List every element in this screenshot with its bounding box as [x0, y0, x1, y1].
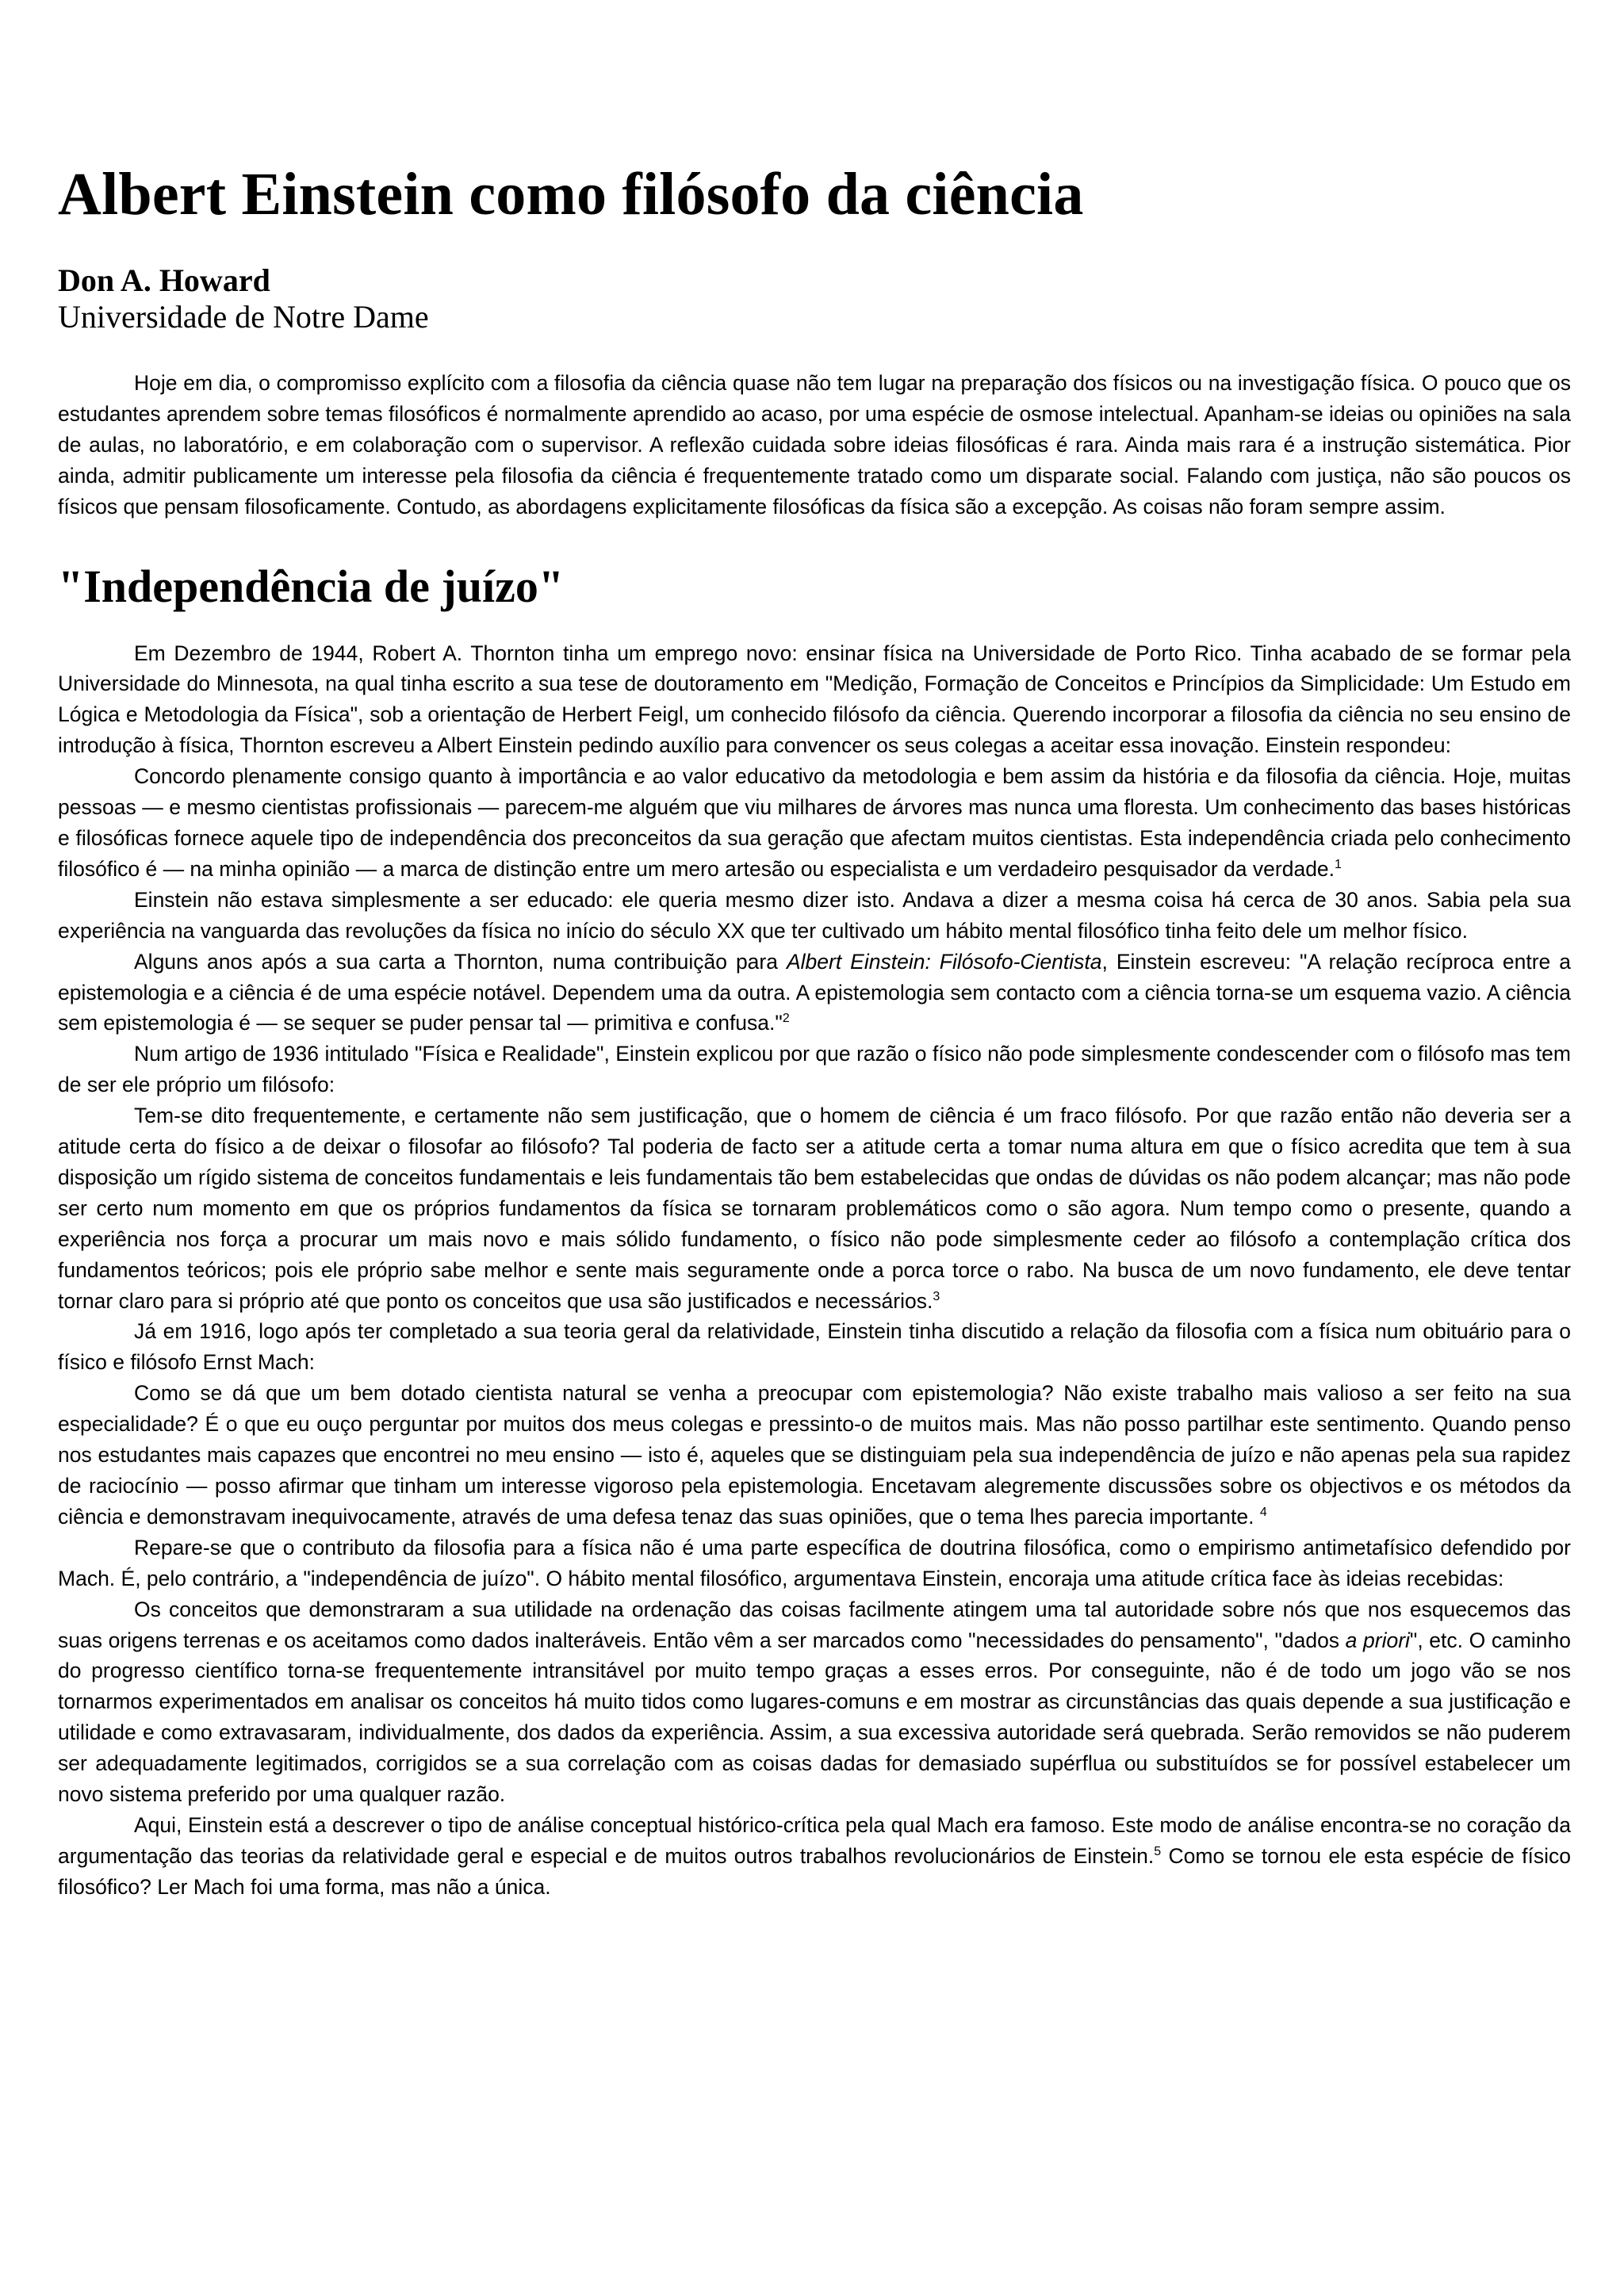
document-title: Albert Einstein como filósofo da ciência — [58, 161, 1084, 228]
footnote-ref-4[interactable]: 4 — [1259, 1506, 1267, 1520]
footnote-ref-1[interactable]: 1 — [1335, 858, 1342, 872]
document-page — [58, 0, 1571, 1903]
paragraph-10-quote: Os conceitos que demonstraram a sua utilidade na ordenação das coisas facilmente atingem uma tal autoridade sobre nós que nos esquecemos das suas origens terrenas e os aceitamos como dados inalteráveis. Então vêm a ser marcados como "necessidades do pensamento", "dados a priori", etc. O caminho do progresso científico torna-se frequentemente intransitável por muito tempo graças a esses erros. Por conseguinte, não é de todo um jogo vão se nos tornarmos experimentados em analisar os conceitos há muito tidos como lugares-comuns e em mostrar as circunstâncias das quais depende a sua justificação e utilidade e como extravasaram, individualmente, dos dados da experiência. Assim, a sua excessiva autoridade será quebrada. Serão removidos se não puderem ser adequadamente legitimados, corrigidos se a sua correlação com as coisas dadas for demasiado supérflua ou substituídos se for possível estabelecer um novo sistema preferido por uma qualquer razão. — [58, 1597, 1571, 1807]
paragraph-11: Aqui, Einstein está a descrever o tipo de análise conceptual histórico-crítica pela qual Mach era famoso. Este modo de análise encontra-se no coração da argumentação das teorias da relatividade geral e especial e de muitos outros trabalhos revolucionários de Einstein.$^5$ Como se tornou ele esta espécie de físico filosófico? Ler Mach foi uma forma, mas não a única. — [58, 1812, 1571, 1899]
latin-term: a priori — [1345, 1628, 1410, 1652]
paragraph-7: Já em 1916, logo após ter completado a sua teoria geral da relatividade, Einstein tinha discutido a relação da filosofia com a física num obituário para o físico e filósofo Ernst Mach: — [58, 1319, 1571, 1375]
paragraph-4: Alguns anos após a sua carta a Thornton, numa contribuição para Albert Einstein: Filósofo-Cientista, Einstein escreveu: "A relação recíproca entre a epistemologia e a ciência é de uma espécie notável. Dependem uma da outra. A epistemologia sem contacto com a ciência torna-se um esquema vazio. A ciência sem epistemologia é — se sequer se puder pensar tal — primitiva e confusa."$^2$ — [58, 949, 1571, 1035]
paragraph-8-quote: Como se dá que um bem dotado cientista natural se venha a preocupar com epistemologia? Não existe trabalho mais valioso a ser feito na sua especialidade? É o que eu ouço perguntar por muitos dos meus colegas e pressinto-o de muitos mais. Mas não posso partilhar este sentimento. Quando penso nos estudantes mais capazes que encontrei no meu ensino — isto é, aqueles que se distinguiam pela sua independência de juízo e não apenas pela sua rapidez de raciocínio — posso afirmar que tinham um interesse vigoroso pela epistemologia. Encetavam alegremente discussões sobre os objectivos e os métodos da ciência e demonstravam inequivocamente, através de uma defesa tenaz das suas opiniões, que o tema lhes parecia importante. $^4$ — [58, 1381, 1571, 1529]
paragraph-3: Einstein não estava simplesmente a ser educado: ele queria mesmo dizer isto. Andava a dizer a mesma coisa há cerca de 30 anos. Sabia pela sua experiência na vanguarda das revoluções da física no início do século XX que ter cultivado um hábito mental filosófico tinha feito dele um melhor físico. — [58, 887, 1571, 943]
section-body — [58, 638, 1571, 1903]
paragraph-5: Num artigo de 1936 intitulado "Física e Realidade", Einstein explicou por que razão o físico não pode simplesmente condescender com o filósofo mas tem de ser ele próprio um filósofo: — [58, 1042, 1571, 1097]
author-affiliation: Universidade de Notre Dame — [58, 299, 429, 335]
book-title: Albert Einstein: Filósofo-Cientista — [786, 949, 1102, 974]
paragraph-1: Em Dezembro de 1944, Robert A. Thornton tinha um emprego novo: ensinar física na Universidade de Porto Rico. Tinha acabado de se formar pela Universidade do Minnesota, na qual tinha escrito a sua tese de doutoramento em "Medição, Formação de Conceitos e Princípios da Simplicidade: Um Estudo em Lógica e Metodologia da Física", sob a orientação de Herbert Feigl, um conhecido filósofo da ciência. Querendo incorporar a filosofia da ciência no seu ensino de introdução à física, Thornton escreveu a Albert Einstein pedindo auxílio para convencer os seus colegas a aceitar essa inovação. Einstein respondeu: — [58, 641, 1571, 758]
paragraph-9: Repare-se que o contributo da filosofia para a física não é uma parte específica de doutrina filosófica, como o empirismo antimetafísico defendido por Mach. É, pelo contrário, a "independência de juízo". O hábito mental filosófico, argumentava Einstein, encoraja uma atitude crítica face às ideias recebidas: — [58, 1535, 1571, 1590]
paragraph-2-quote: Concordo plenamente consigo quanto à importância e ao valor educativo da metodologia e bem assim da história e da filosofia da ciência. Hoje, muitas pessoas — e mesmo cientistas profissionais — parecem-me alguém que viu milhares de árvores mas nunca uma floresta. Um conhecimento das bases históricas e filosóficas fornece aquele tipo de independência dos preconceitos da sua geração que afectam muitos cientistas. Esta independência criada pelo conhecimento filosófico é — na minha opinião — a marca de distinção entre um mero artesão ou especialista e um verdadeiro pesquisador da verdade.$^1$ — [58, 764, 1571, 881]
author-name: Don A. Howard — [58, 262, 270, 298]
intro-section — [58, 368, 1571, 522]
intro-paragraph: Hoje em dia, o compromisso explícito com a filosofia da ciência quase não tem lugar na preparação dos físicos ou na investigação física. O pouco que os estudantes aprendem sobre temas filosóficos é normalmente aprendido ao acaso, por uma espécie de osmose intelectual. Apanham-se ideias ou opiniões na sala de aulas, no laboratório, e em colaboração com o supervisor. A reflexão cuidada sobre ideias filosóficas é rara. Ainda mais rara é a instrução sistemática. Pior ainda, admitir publicamente um interesse pela filosofia da ciência é frequentemente tratado como um disparate social. Falando com justiça, não são poucos os físicos que pensam filosoficamente. Contudo, as abordagens explicitamente filosóficas da física são a excepção. As coisas não foram sempre assim. — [58, 371, 1571, 519]
paragraph-6-quote: Tem-se dito frequentemente, e certamente não sem justificação, que o homem de ciência é um fraco filósofo. Por que razão então não deveria ser a atitude certa do físico a de deixar o filosofar ao filósofo? Tal poderia de facto ser a atitude certa a tomar numa altura em que o físico acredita que tem à sua disposição um rígido sistema de conceitos fundamentais e leis fundamentais tão bem estabelecidas que ondas de dúvidas os não podem alcançar; mas não pode ser certo num momento em que os próprios fundamentos da física se tornaram problemáticos como o são agora. Num tempo como o presente, quando a experiência nos força a procurar um mais novo e mais sólido fundamento, o físico não pode simplesmente ceder ao filósofo a contemplação crítica dos fundamentos teóricos; pois ele próprio sabe melhor e sente mais seguramente onde a porca torce o rabo. Na busca de um novo fundamento, ele deve tentar tornar claro para si próprio até que ponto os conceitos que usa são justificados e necessários.$^3$ — [58, 1104, 1571, 1313]
section-heading: "Independência de juízo" — [58, 560, 565, 612]
footnote-ref-5[interactable]: 5 — [1154, 1845, 1162, 1859]
footnote-ref-3[interactable]: 3 — [933, 1289, 940, 1303]
footnote-ref-2[interactable]: 2 — [782, 1012, 790, 1026]
